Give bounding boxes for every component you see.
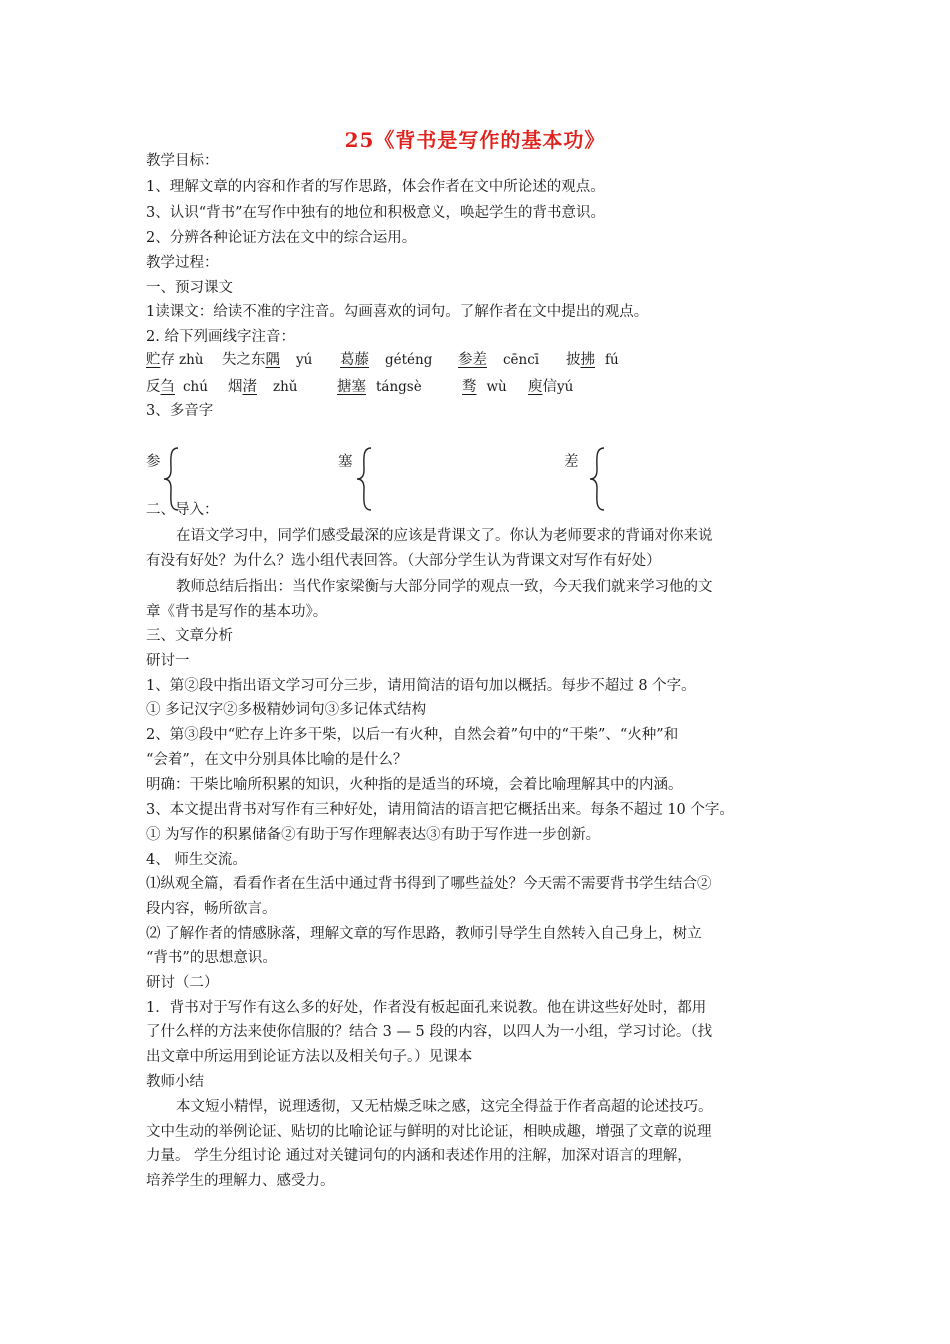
left-brace-icon xyxy=(355,446,373,512)
preview-heading: 一、预习课文 xyxy=(146,280,233,296)
pinyin-item: 庾信yú xyxy=(528,379,574,395)
question-line: 1、第②段中指出语文学习可分三步，请用简洁的语句加以概括。每步不超过 8 个字。 xyxy=(146,678,696,694)
paragraph-line: 文中生动的举例论证、贴切的比喻论证与鲜明的对比论证，相映成趣，增强了文章的说理 xyxy=(146,1124,712,1140)
discussion-heading: 研讨（二） xyxy=(146,975,219,991)
intro-heading: 二、导入： xyxy=(146,502,219,518)
pinyin-item: 葛藤 géténg xyxy=(340,352,433,368)
question-line: “会着”，在文中分别具体比喻的是什么？ xyxy=(146,752,408,768)
question-line: 1．背书对于写作有这么多的好处，作者没有板起面孔来说教。他在讲这些好处时，都用 xyxy=(146,1000,707,1016)
question-line: 4、 师生交流。 xyxy=(146,852,247,868)
page-title: 25《背书是写作的基本功》 xyxy=(344,128,606,152)
paragraph-line: 力量。 学生分组讨论 通过对关键词句的内涵和表述作用的注解，加深对语言的理解， xyxy=(146,1148,692,1164)
paragraph-line: 本文短小精悍，说理透彻，又无枯燥乏味之感，这完全得益于作者高超的论述技巧。 xyxy=(176,1099,713,1115)
goals-heading: 教学目标： xyxy=(146,153,219,169)
pinyin-item: 搪塞 tángsè xyxy=(337,379,422,395)
discussion-heading: 研讨一 xyxy=(146,653,190,669)
summary-heading: 教师小结 xyxy=(146,1074,204,1090)
goal-line: 2、分辨各种论证方法在文中的综合运用。 xyxy=(146,230,417,246)
question-line: 了什么样的方法来使你信服的？结合 3 — 5 段的内容，以四人为一小组，学习讨论。（找 xyxy=(146,1024,713,1040)
answer-line: ① 为写作的积累储备②有助于写作理解表达③有助于写作进一步创新。 xyxy=(146,827,601,843)
pinyin-item: 贮存 zhù xyxy=(146,352,204,368)
question-line: 出文章中所运用到论证方法以及相关句子。）见课本 xyxy=(146,1049,473,1065)
paragraph-line: 章《背书是写作的基本功》。 xyxy=(146,604,328,620)
pinyin-item: 失之东隅 yú xyxy=(222,352,313,368)
question-line: ⑵ 了解作者的情感脉落，理解文章的写作思路，教师引导学生自然转入自己身上，树立 xyxy=(146,926,702,942)
answer-line: ① 多记汉字②多极精妙词句③多记体式结构 xyxy=(146,702,427,718)
pinyin-item: 参差 cēncī xyxy=(458,352,540,368)
paragraph-line: 教师总结后指出：当代作家梁衡与大部分同学的观点一致，今天我们就来学习他的文 xyxy=(176,579,713,595)
polyphone-char: 参 xyxy=(146,454,161,470)
goal-line: 3、认识“背书”在写作中独有的地位和积极意义，唤起学生的背书意识。 xyxy=(146,205,606,221)
pinyin-item: 披拂 fú xyxy=(566,352,619,368)
preview-item: 2. 给下列画线字注音： xyxy=(146,329,295,345)
pinyin-item: 反刍 chú xyxy=(146,379,208,395)
question-line: “背书”的思想意识。 xyxy=(146,950,277,966)
question-line: 3、本文提出背书对写作有三种好处，请用简洁的语言把它概括出来。每条不超过 10 个字。 xyxy=(146,802,734,818)
question-line: 2、第③段中“贮存上许多干柴，以后一有火种，自然会着”句中的“干柴”、“火种”和 xyxy=(146,727,679,743)
goal-line: 1、理解文章的内容和作者的写作思路，体会作者在文中所论述的观点。 xyxy=(146,179,605,195)
pinyin-item: 骛 wù xyxy=(462,379,507,395)
question-line: ⑴纵观全篇，看看作者在生活中通过背书得到了哪些益处？今天需不需要背书学生结合② xyxy=(146,876,712,892)
answer-line: 明确：干柴比喻所积累的知识，火种指的是适当的环境，会着比喻理解其中的内涵。 xyxy=(146,777,683,793)
analysis-heading: 三、文章分析 xyxy=(146,628,233,644)
pinyin-item: 烟渚 zhǔ xyxy=(228,379,298,395)
paragraph-line: 在语文学习中，同学们感受最深的应该是背课文了。你认为老师要求的背诵对你来说 xyxy=(176,528,713,544)
preview-item: 1读课文：给读不准的字注音。勾画喜欢的词句。了解作者在文中提出的观点。 xyxy=(146,304,649,320)
process-heading: 教学过程： xyxy=(146,255,219,271)
polyphone-heading: 3、多音字 xyxy=(146,403,214,419)
paragraph-line: 培养学生的理解力、感受力。 xyxy=(146,1173,335,1189)
paragraph-line: 有没有好处？为什么？选小组代表回答。（大部分学生认为背课文对写作有好处） xyxy=(146,553,661,569)
polyphone-char: 差 xyxy=(564,454,579,470)
question-line: 段内容，畅所欲言。 xyxy=(146,901,277,917)
left-brace-icon xyxy=(588,446,606,512)
polyphone-char: 塞 xyxy=(338,454,353,470)
